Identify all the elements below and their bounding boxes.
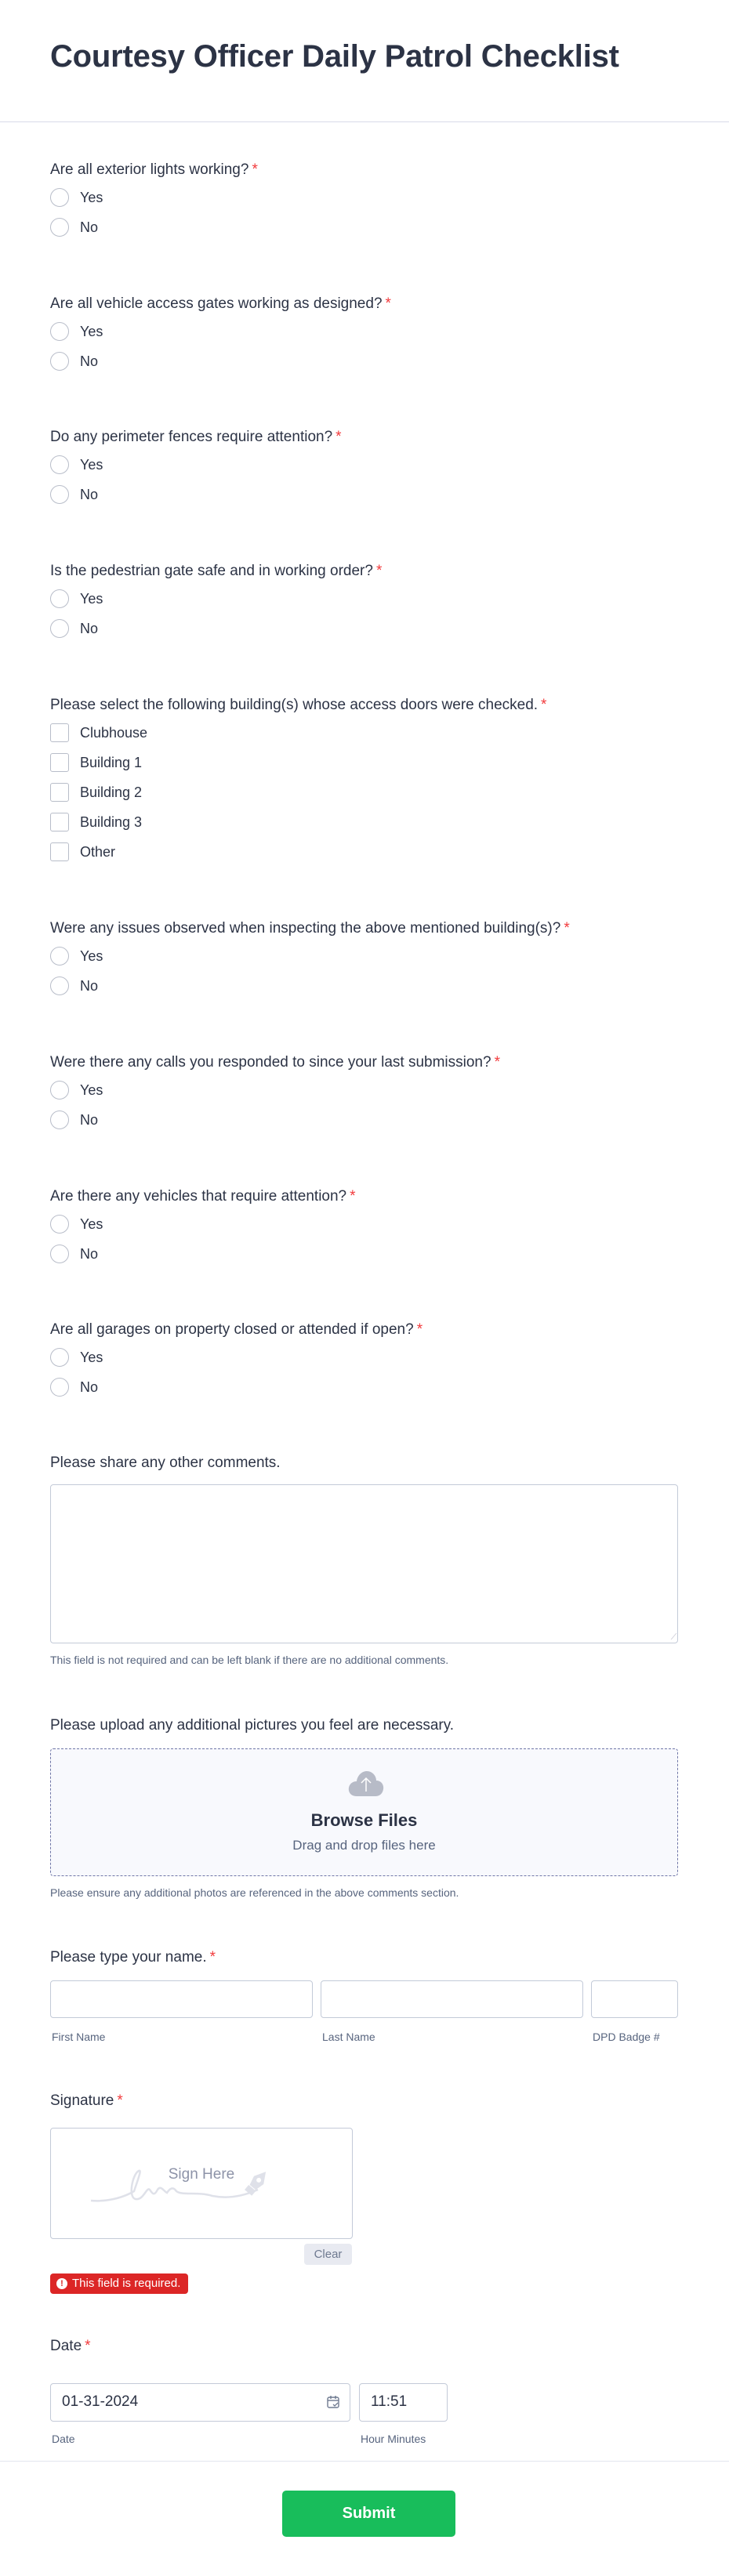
error-message: ! This field is required. — [50, 2273, 188, 2294]
radio-option-yes[interactable]: Yes — [50, 1346, 679, 1369]
radio-button[interactable] — [50, 589, 69, 608]
radio-button[interactable] — [50, 1110, 69, 1129]
question-exterior-lights — [50, 161, 679, 239]
question-label: Are there any vehicles that require attention? * — [50, 1188, 356, 1205]
resize-handle-icon[interactable] — [666, 1633, 677, 1639]
radio-button[interactable] — [50, 1245, 69, 1263]
radio-button[interactable] — [50, 976, 69, 995]
radio-option-no[interactable]: No — [50, 1108, 679, 1132]
first-name-sublabel: First Name — [52, 2031, 106, 2043]
cloud-upload-icon — [347, 1770, 385, 1798]
question-vehicles-attention — [50, 1187, 679, 1266]
question-perimeter-fences — [50, 428, 679, 506]
first-name-input[interactable] — [50, 1980, 313, 2018]
radio-option-yes[interactable]: Yes — [50, 1212, 679, 1236]
checkbox-option-clubhouse[interactable]: Clubhouse — [50, 721, 679, 745]
name-section — [50, 1948, 679, 1967]
date-section — [50, 2337, 679, 2356]
checkbox[interactable] — [50, 842, 69, 861]
signature-pad[interactable] — [50, 2128, 353, 2239]
radio-option-no[interactable]: No — [50, 974, 679, 998]
calendar-icon[interactable] — [326, 2395, 340, 2409]
exclamation-icon: ! — [56, 2278, 67, 2289]
checkbox-option-building-1[interactable]: Building 1 — [50, 751, 679, 774]
checkbox[interactable] — [50, 783, 69, 802]
required-marker: * — [335, 429, 342, 445]
radio-option-yes[interactable]: Yes — [50, 587, 679, 610]
footer-divider — [0, 2461, 729, 2462]
signature-placeholder: Sign Here — [168, 2166, 235, 2183]
checkbox[interactable] — [50, 753, 69, 772]
date-sublabel: Date — [52, 2433, 75, 2445]
last-name-sublabel: Last Name — [322, 2031, 375, 2043]
question-label: Please select the following building(s) whose access doors were checked. * — [50, 697, 547, 713]
checkbox-option-building-3[interactable]: Building 3 — [50, 810, 679, 834]
comments-textarea[interactable] — [50, 1484, 678, 1643]
last-name-input[interactable] — [321, 1980, 583, 2018]
question-label: Are all garages on property closed or attended if open? * — [50, 1321, 423, 1338]
question-garages-closed — [50, 1321, 679, 1399]
radio-button[interactable] — [50, 322, 69, 341]
radio-button[interactable] — [50, 485, 69, 504]
question-label: Were any issues observed when inspecting the above mentioned building(s)? * — [50, 920, 570, 937]
date-input[interactable]: 01-31-2024 — [50, 2383, 350, 2422]
required-marker: * — [252, 161, 258, 178]
radio-option-yes[interactable]: Yes — [50, 320, 679, 343]
question-label: Are all exterior lights working? * — [50, 161, 258, 178]
required-marker: * — [209, 1949, 216, 1966]
submit-button[interactable]: Submit — [282, 2491, 455, 2537]
question-label: Signature * — [50, 2092, 123, 2109]
radio-button[interactable] — [50, 1378, 69, 1397]
clear-signature-button[interactable]: Clear — [304, 2244, 352, 2265]
upload-sublabel: Please ensure any additional photos are referenced in the above comments section. — [50, 1886, 459, 1899]
signature-section — [50, 2092, 679, 2110]
required-marker: * — [350, 1188, 356, 1205]
question-calls-responded — [50, 1053, 679, 1132]
question-buildings-checked — [50, 696, 679, 864]
question-label: Were there any calls you responded to since your last submission? * — [50, 1054, 500, 1071]
question-vehicle-gates — [50, 295, 679, 373]
radio-option-no[interactable]: No — [50, 216, 679, 239]
question-label: Is the pedestrian gate safe and in working order? * — [50, 563, 383, 579]
checkbox-option-building-2[interactable]: Building 2 — [50, 781, 679, 804]
required-marker: * — [375, 563, 383, 579]
checkbox-option-other[interactable]: Other — [50, 840, 679, 864]
comments-sublabel: This field is not required and can be left blank if there are no additional comments. — [50, 1654, 449, 1666]
radio-button[interactable] — [50, 1348, 69, 1367]
comments-section — [50, 1454, 679, 1473]
required-marker: * — [564, 920, 570, 937]
required-marker: * — [416, 1321, 423, 1338]
radio-button[interactable] — [50, 619, 69, 638]
radio-option-no[interactable]: No — [50, 350, 679, 373]
required-marker: * — [494, 1054, 500, 1071]
radio-button[interactable] — [50, 1081, 69, 1100]
required-marker: * — [117, 2092, 123, 2109]
question-label: Do any perimeter fences require attention? * — [50, 429, 342, 445]
badge-sublabel: DPD Badge # — [593, 2031, 660, 2043]
page-title: Courtesy Officer Daily Patrol Checklist — [50, 39, 619, 74]
upload-label: Please upload any additional pictures you feel are necessary. — [50, 1717, 455, 1734]
badge-number-input[interactable] — [591, 1980, 678, 2018]
radio-option-no[interactable]: No — [50, 617, 679, 640]
radio-button[interactable] — [50, 188, 69, 207]
checkbox[interactable] — [50, 813, 69, 831]
time-input[interactable]: 11:51 — [359, 2383, 448, 2422]
browse-files-button[interactable]: Browse Files — [310, 1810, 418, 1830]
radio-button[interactable] — [50, 352, 69, 371]
time-sublabel: Hour Minutes — [361, 2433, 426, 2445]
required-marker: * — [541, 697, 547, 713]
radio-option-no[interactable]: No — [50, 1375, 679, 1399]
required-marker: * — [85, 2338, 91, 2354]
radio-option-yes[interactable]: Yes — [50, 186, 679, 209]
radio-option-no[interactable]: No — [50, 483, 679, 506]
radio-option-yes[interactable]: Yes — [50, 1078, 679, 1102]
drag-drop-hint: Drag and drop files here — [292, 1838, 436, 1853]
radio-button[interactable] — [50, 218, 69, 237]
radio-option-yes[interactable]: Yes — [50, 453, 679, 476]
question-label: Please type your name. * — [50, 1949, 216, 1966]
required-marker: * — [385, 295, 391, 312]
question-label: Date * — [50, 2338, 91, 2354]
file-upload-dropzone[interactable] — [50, 1748, 678, 1876]
comments-label: Please share any other comments. — [50, 1455, 281, 1471]
question-label: Are all vehicle access gates working as designed? * — [50, 295, 391, 312]
radio-option-yes[interactable]: Yes — [50, 944, 679, 968]
radio-button[interactable] — [50, 1215, 69, 1234]
question-issues-observed — [50, 919, 679, 998]
form-header — [0, 0, 729, 122]
radio-button[interactable] — [50, 947, 69, 966]
checkbox[interactable] — [50, 723, 69, 742]
upload-section — [50, 1716, 679, 1735]
question-pedestrian-gate — [50, 562, 679, 640]
radio-button[interactable] — [50, 455, 69, 474]
radio-option-no[interactable]: No — [50, 1242, 679, 1266]
